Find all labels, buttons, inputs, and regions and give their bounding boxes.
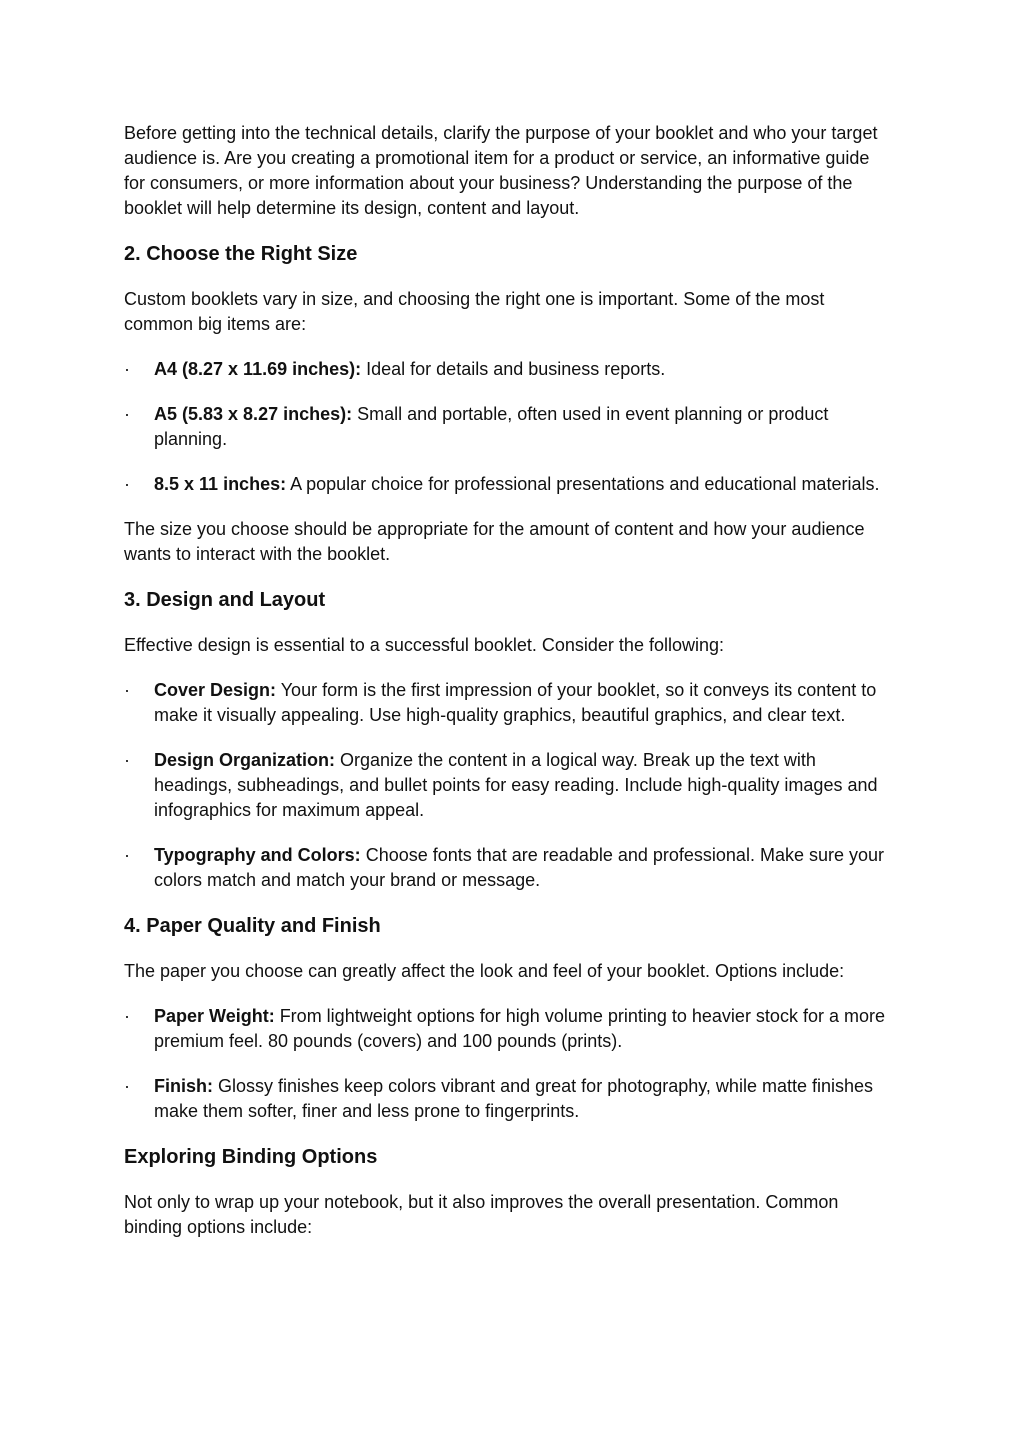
bullet-icon: ·: [124, 1076, 130, 1096]
section-paper-quality: [124, 913, 894, 1124]
item-term: 8.5 x 11 inches:: [154, 474, 287, 494]
paper-list: [124, 1004, 894, 1124]
intro-paragraph: Before getting into the technical details, clarify the purpose of your booklet and who your target audience is. Are you creating a promotional item for a product or service, an informative guide for consumers, or more information about your business? Understanding the purpose of the booklet will help determine its design, content and layout.: [124, 123, 878, 218]
item-term: A5 (5.83 x 8.27 inches):: [154, 404, 353, 424]
item-text: From lightweight options for high volume printing to heavier stock for a more premium feel. 80 pounds (covers) and 100 pounds (prints).: [154, 1006, 885, 1051]
list-item: [124, 357, 894, 382]
list-item: [124, 843, 894, 893]
item-text: Organize the content in a logical way. Break up the text with headings, subheadings, and bullet points for easy reading. Include high-quality images and infographics for maximum appeal.: [154, 750, 878, 820]
bullet-icon: ·: [124, 680, 130, 700]
section-heading: 3. Design and Layout: [124, 589, 326, 611]
bullet-icon: ·: [124, 1006, 130, 1026]
bullet-icon: ·: [124, 750, 130, 770]
section-heading: 4. Paper Quality and Finish: [124, 915, 381, 937]
section-lead: Not only to wrap up your notebook, but it also improves the overall presentation. Common binding options include:: [124, 1192, 839, 1237]
item-term: Paper Weight:: [154, 1006, 275, 1026]
section-heading: Exploring Binding Options: [124, 1146, 378, 1168]
list-item: [124, 678, 894, 728]
item-text: Small and portable, often used in event planning or product planning.: [154, 404, 829, 449]
item-text: Glossy finishes keep colors vibrant and great for photography, while matte finishes make them softer, finer and less prone to fingerprints.: [154, 1076, 874, 1121]
item-text: Your form is the first impression of your booklet, so it conveys its content to make it visually appealing. Use high-quality graphics, beautiful graphics, and clear text.: [154, 680, 877, 725]
list-item: [124, 472, 894, 497]
list-item: [124, 748, 894, 823]
section-lead: Effective design is essential to a successful booklet. Consider the following:: [124, 635, 724, 655]
item-term: A4 (8.27 x 11.69 inches):: [154, 359, 362, 379]
list-item: [124, 1074, 894, 1124]
item-term: Typography and Colors:: [154, 845, 361, 865]
section-heading: 2. Choose the Right Size: [124, 243, 358, 265]
list-item: [124, 402, 894, 452]
item-term: Cover Design:: [154, 680, 277, 700]
size-list: [124, 357, 894, 497]
bullet-icon: ·: [124, 404, 130, 424]
item-term: Finish:: [154, 1076, 213, 1096]
section-choose-size: [124, 241, 894, 567]
item-text: A popular choice for professional presentations and educational materials.: [286, 474, 880, 494]
section-design-layout: [124, 587, 894, 893]
item-text: Choose fonts that are readable and professional. Make sure your colors match and match your brand or message.: [154, 845, 884, 890]
bullet-icon: ·: [124, 359, 130, 379]
section-closing: The size you choose should be appropriate for the amount of content and how your audience wants to interact with the booklet.: [124, 519, 865, 564]
section-binding-options: [124, 1144, 894, 1240]
bullet-icon: ·: [124, 845, 130, 865]
list-item: [124, 1004, 894, 1054]
bullet-icon: ·: [124, 474, 130, 494]
item-term: Design Organization:: [154, 750, 336, 770]
item-text: Ideal for details and business reports.: [361, 359, 666, 379]
section-lead: The paper you choose can greatly affect the look and feel of your booklet. Options include:: [124, 961, 845, 981]
document-page: [124, 121, 894, 1260]
design-list: [124, 678, 894, 893]
section-lead: Custom booklets vary in size, and choosing the right one is important. Some of the most common big items are:: [124, 289, 825, 334]
